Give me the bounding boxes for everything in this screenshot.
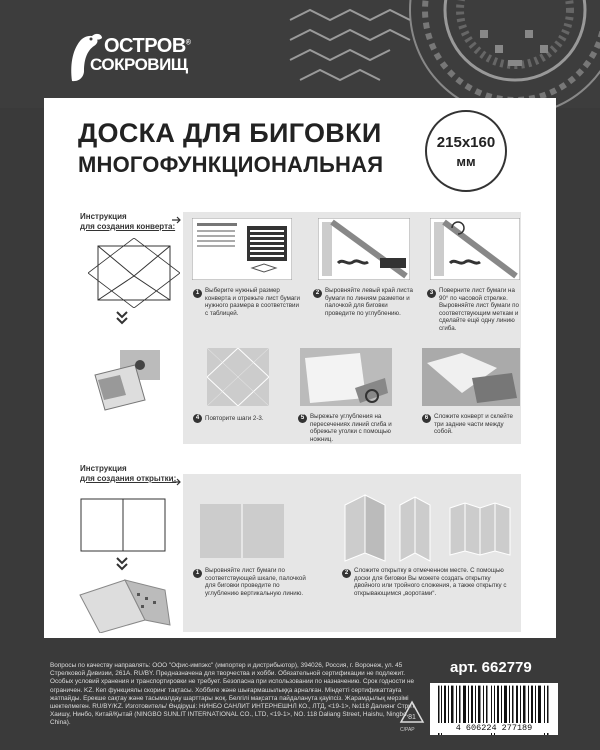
scissors-photo-icon [300, 348, 392, 406]
card-step1-icon [200, 500, 288, 560]
step-number: 1 [193, 289, 202, 298]
step-number: 1 [193, 569, 202, 578]
size-dimensions: 215x160 [436, 134, 496, 151]
card-photo-icon [75, 575, 175, 633]
aztec-ornament-icon [280, 0, 600, 108]
board-step3-icon [430, 218, 520, 280]
card-diagram-icon [80, 498, 166, 552]
chevrons-down-icon [115, 310, 129, 326]
step-text: Выровняйте лист бумаги по соответствующей шкале, палочкой для биговки проведите по углублению вертикальную линию. [205, 567, 306, 597]
step-text: Поверните лист бумаги на 90° по часовой стрелке. Выровняйте лист бумаги по соответствующим меткам и сделайте ещё одну линию сгиба. [439, 287, 519, 332]
size-badge [425, 110, 507, 192]
brand-line-1: ОСТРОВ® [104, 35, 191, 57]
step-number: 2 [342, 569, 351, 578]
card-folds-icon [340, 493, 512, 563]
brand-line-2: СОКРОВИЩ [90, 55, 188, 74]
step-number: 5 [298, 414, 307, 423]
step-number: 4 [193, 414, 202, 423]
board-step2-icon [318, 218, 410, 280]
step-text: Повторите шаги 2-3. [205, 415, 264, 422]
page-subtitle: МНОГОФУНКЦИОНАЛЬНАЯ [78, 152, 384, 177]
recycle-label: C/PAP [400, 727, 415, 733]
step-text: Выровняйте левый край листа бумаги по линиям разметки и палочкой для биговки проведите по углублению. [325, 287, 413, 317]
size-unit: мм [456, 154, 476, 169]
folded-square-icon [207, 348, 269, 406]
step-number: 2 [313, 289, 322, 298]
page-title: ДОСКА ДЛЯ БИГОВКИ [78, 118, 382, 148]
size-table-icon [192, 218, 292, 280]
footer-legal-text: Вопросы по качеству направлять: ООО "Офис-импэкс" (импортер и дистрибьютор), 394026, Россия, г. Воронеж, ул. 45 Стрелковой Дивизии, 261А. RU/BY. Предназначена для творчества и хобби. Обязательной сертификации не подлежит. Особых условий хранения и транспортировки не требует. Безопасна при использовании по назначению. Срок годности не ограничен. KZ. Кеп функциялы скоринг тақтасы. Хоббиге және шығармашылыққа арналған. Міндетті сертификаттауға жатпайды. Ерекше сақтау және тасымалдау шарттары жоқ. Белгілі мақсатта пайдаланута қауіпсіз. Жарамдылық мерзімі шектелмеген. RU/BY/KZ. Изготовитель/ Өндіруші: НИНБО САНЛИТ ИНТЕРНЕШНЛ КО., ЛТД, <19-1>, №118 Далиянг Стрит, Хаишу, Нинбо, Китай/Қытай (NINGBO SUNLIT INTERNATIONAL CO., LTD, <19-1>, NO. 118 Daliang Street, Haishu, Ningbo, China). [50, 662, 416, 727]
article-number: арт. 662779 [450, 659, 532, 676]
step-text: Вырежьте углубления на пересечениях линий сгиба и обрежьте уголки с помощью ножниц. [310, 413, 392, 443]
step-number: 6 [422, 414, 431, 423]
arrow-right-icon [172, 215, 182, 225]
step-text: Выберите нужный размер конверта и отрежьте лист бумаги нужного размера в соответствии с таблицей. [205, 287, 301, 317]
step-text: Сложите открытку в отмеченном месте. С помощью доски для биговки Вы можете создать открытку двойного или тройного сложения, а также открытку с открывающимся „воротами“. [354, 567, 507, 597]
envelope-glue-photo-icon [422, 348, 520, 406]
envelope-photo-icon [90, 345, 180, 415]
recycle-code: 81 [408, 714, 416, 721]
arrow-right-icon [172, 477, 182, 487]
barcode-digits: 4 606224 277189 [430, 723, 558, 733]
envelope-section-label: Инструкция для создания конверта: [80, 212, 176, 231]
step-text: Сложите конверт и склейте три задние части между собой. [434, 413, 513, 435]
step-number: 3 [427, 289, 436, 298]
envelope-diagram-icon [88, 238, 180, 308]
chevrons-down-icon [115, 556, 129, 572]
card-section-label: Инструкция для создания открытки: [80, 464, 177, 483]
